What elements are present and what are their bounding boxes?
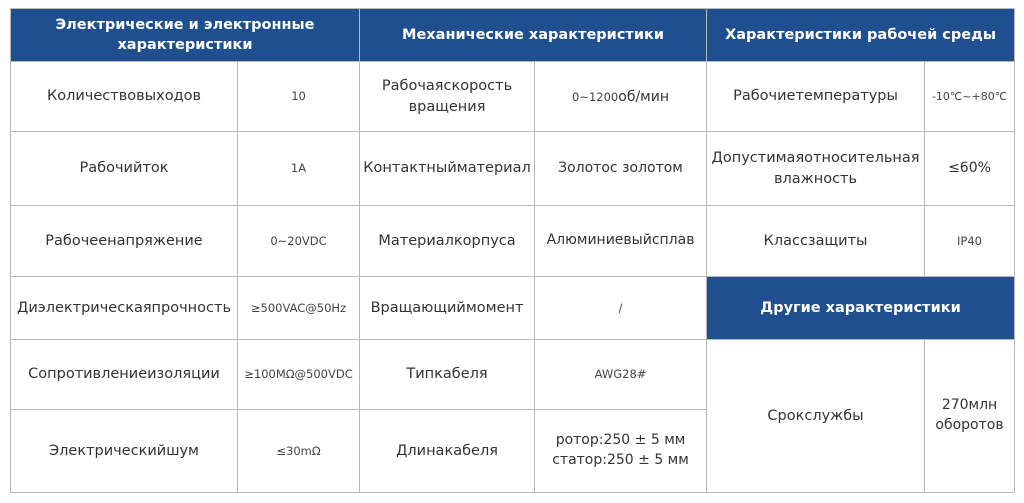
value-protection-class: IP40: [925, 206, 1015, 277]
label-cable-type: Типкабеля: [360, 340, 535, 410]
label-cable-length: Длинакабеля: [360, 410, 535, 493]
value-cable-length-rotor: ротор:250 ± 5 мм: [555, 432, 686, 449]
table-row: [11, 206, 1015, 277]
table-row: [11, 277, 1015, 340]
label-electrical-noise: Электрическийшум: [11, 410, 238, 493]
value-rotation-speed-unit: об/мин: [618, 89, 669, 106]
value-rotation-speed-num: 0~1200: [572, 90, 619, 105]
label-humidity: Допустимаяотносительная влажность: [707, 132, 925, 206]
value-service-life: 270млн оборотов: [925, 340, 1015, 493]
label-dielectric-strength: Диэлектрическаяпрочность: [11, 277, 238, 340]
label-operating-temperature: Рабочиетемпературы: [707, 62, 925, 132]
table-row: [11, 132, 1015, 206]
value-cable-length: [535, 410, 707, 493]
label-output-count: Количествовыходов: [11, 62, 238, 132]
value-cable-length-stator: статор:250 ± 5 мм: [552, 452, 689, 468]
value-output-count: 10: [238, 62, 360, 132]
label-contact-material: Контактныйматериал: [360, 132, 535, 206]
value-housing-material: Алюминиевыйсплав: [535, 206, 707, 277]
label-torque: Вращающиймомент: [360, 277, 535, 340]
spec-table: [10, 8, 1015, 493]
label-service-life: Срокслужбы: [707, 340, 925, 493]
value-operating-voltage: 0~20VDC: [238, 206, 360, 277]
label-insulation-resistance: Сопротивлениеизоляции: [11, 340, 238, 410]
label-housing-material: Материалкорпуса: [360, 206, 535, 277]
table-row: [11, 340, 1015, 410]
header-other: Другие характеристики: [707, 277, 1015, 340]
table-row: [11, 62, 1015, 132]
header-row: [11, 9, 1015, 62]
label-operating-voltage: Рабочеенапряжение: [11, 206, 238, 277]
header-environment: Характеристики рабочей среды: [707, 9, 1015, 62]
value-electrical-noise: ≤30mΩ: [238, 410, 360, 493]
value-operating-temperature: -10℃~+80℃: [925, 62, 1015, 132]
value-insulation-resistance: ≥100MΩ@500VDC: [238, 340, 360, 410]
header-mechanical: Механические характеристики: [360, 9, 707, 62]
value-operating-current: 1A: [238, 132, 360, 206]
value-humidity: ≤60%: [925, 132, 1015, 206]
value-cable-type: AWG28#: [535, 340, 707, 410]
label-rotation-speed: Рабочаяскорость вращения: [360, 62, 535, 132]
header-electrical: Электрические и электронные характеристики: [11, 9, 360, 62]
label-protection-class: Классзащиты: [707, 206, 925, 277]
label-operating-current: Рабочийток: [11, 132, 238, 206]
value-torque: /: [535, 277, 707, 340]
value-dielectric-strength: ≥500VAC@50Hz: [238, 277, 360, 340]
value-contact-material: Золотос золотом: [535, 132, 707, 206]
value-rotation-speed: [535, 62, 707, 132]
